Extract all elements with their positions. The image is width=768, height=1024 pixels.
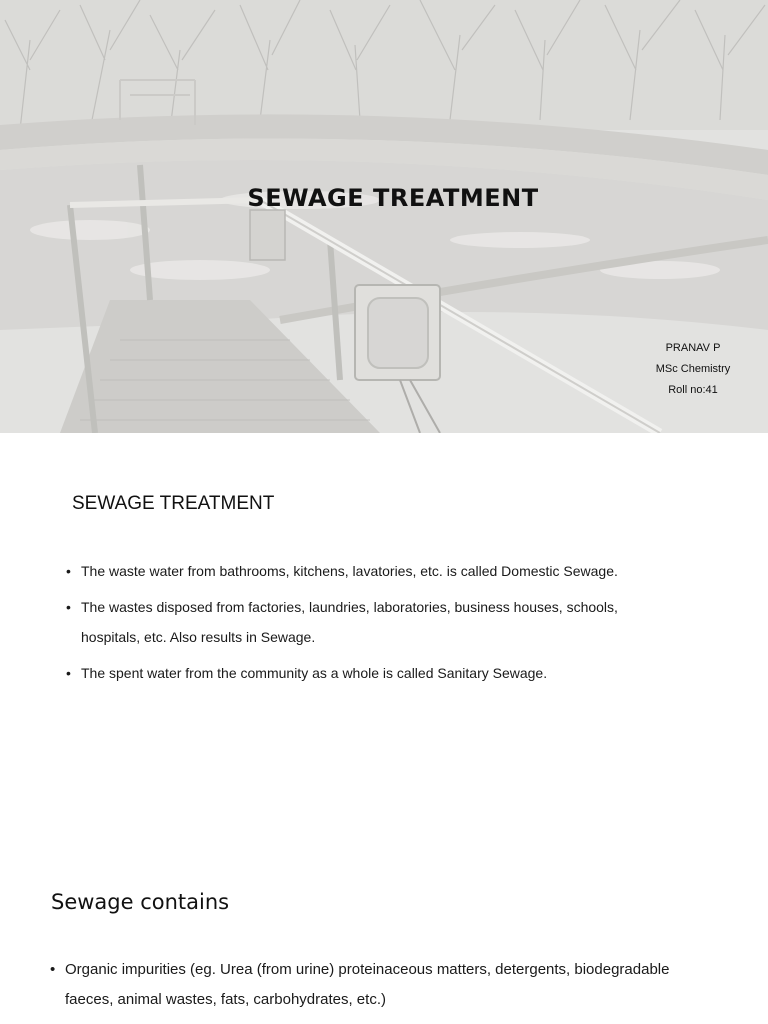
author-block — [632, 338, 754, 401]
contents-slide — [0, 833, 768, 1024]
list-item — [66, 658, 666, 688]
author-course: MSc Chemistry — [655, 363, 731, 375]
bullet-list — [50, 955, 710, 1021]
list-item-text: The wastes disposed from factories, laundries, laboratories, business houses, schools, hospitals, etc. Also results in Sewage. — [81, 599, 618, 645]
bullet-dot-icon: • — [50, 961, 56, 978]
slide-heading: Sewage contains — [51, 890, 230, 914]
bullet-dot-icon: • — [66, 665, 71, 681]
list-item-text: The spent water from the community as a whole is called Sanitary Sewage. — [81, 665, 548, 681]
author-name: PRANAV P — [665, 342, 721, 354]
list-item-text: Organic impurities (eg. Urea (from urine) proteinaceous matters, detergents, biodegradable faeces, animal wastes, fats, carbohydrates, etc.) — [65, 961, 670, 1008]
list-item — [66, 556, 666, 586]
bullet-dot-icon: • — [66, 563, 71, 579]
list-item-text: The waste water from bathrooms, kitchens, lavatories, etc. is called Domestic Sewage. — [81, 563, 618, 579]
title-slide — [0, 0, 768, 433]
list-item — [66, 592, 666, 652]
bullet-dot-icon: • — [66, 599, 71, 615]
author-roll-number: Roll no:41 — [668, 384, 718, 396]
slide-title: SEWAGE TREATMENT — [247, 184, 539, 212]
slide-heading: SEWAGE TREATMENT — [72, 493, 275, 514]
list-item — [50, 955, 710, 1015]
definition-slide — [0, 433, 768, 833]
bullet-list — [66, 556, 666, 694]
